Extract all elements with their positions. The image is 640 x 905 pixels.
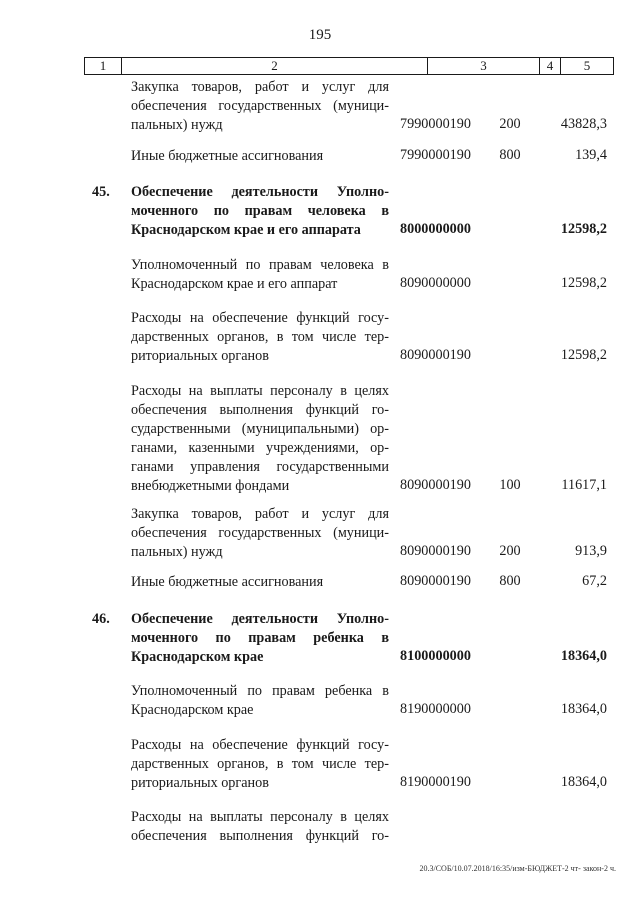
row-description: Уполномоченный по правам человека в Краснодарском крае и его аппарат [131,257,389,292]
row-amount: 139,4 [575,147,607,163]
row-code: 8090000190 [400,543,471,559]
header-col-1: 1 [99,58,107,73]
row-code: 8100000000 [400,648,471,664]
row-description: Расходы на выплаты персоналу в целях обеспечения выполнения функций го- сударственными (муниципальными) ор- ганами, казенными учреждениями, ор- ганами управления государственными внебюджетными фондами [131,383,389,494]
table-header [84,57,614,75]
row-expense-type: 800 [499,573,521,589]
row-code: 8190000190 [400,774,471,790]
row-description: Обеспечение деятельности Уполно- моченного по правам ребенка в Краснодарском крае [131,611,389,665]
section-number: 46. [92,611,110,627]
row-amount: 12598,2 [560,275,607,291]
row-description: Уполномоченный по правам ребенка в Краснодарском крае [131,683,389,718]
row-code: 7990000190 [400,147,471,163]
header-col-2: 2 [271,58,278,73]
row-expense-type: 200 [499,116,521,132]
row-description: Расходы на обеспечение функций госу- дарственных органов, в том числе тер- риториальных органов [131,310,389,364]
row-amount: 12598,2 [560,221,607,237]
row-code: 8090000000 [400,275,471,291]
row-expense-type: 200 [499,543,521,559]
row-amount: 12598,2 [560,347,607,363]
row-description: Закупка товаров, работ и услуг для обеспечения государственных (муници- пальных) нужд [131,506,389,560]
row-expense-type: 100 [499,477,521,493]
row-description: Иные бюджетные ассигнования [131,148,324,164]
row-description: Расходы на обеспечение функций госу- дарственных органов, в том числе тер- риториальных органов [131,737,389,791]
document-footer: 20.3/СОБ/10.07.2018/16:35/изм-БЮДЖЕТ-2 чт- закон-2 ч. [419,864,616,873]
row-code: 7990000190 [400,116,471,132]
row-description: Закупка товаров, работ и услуг для обеспечения государственных (муници- пальных) нужд [131,79,389,133]
row-code: 8090000190 [400,477,471,493]
row-amount: 18364,0 [560,648,607,664]
header-col-5: 5 [583,58,591,73]
row-amount: 67,2 [582,573,607,589]
section-number: 45. [92,184,110,200]
row-description: Иные бюджетные ассигнования [131,574,324,590]
row-code: 8190000000 [400,701,471,717]
row-code: 8090000190 [400,347,471,363]
row-code: 8000000000 [400,221,471,237]
row-description: Обеспечение деятельности Уполно- моченного по правам человека в Краснодарском крае и его аппарата [131,184,389,238]
row-amount: 913,9 [575,543,607,559]
row-description: Расходы на выплаты персоналу в целях обеспечения выполнения функций го- [131,809,389,844]
row-code: 8090000190 [400,573,471,589]
header-col-4: 4 [546,58,554,73]
row-amount: 43828,3 [560,116,607,132]
row-amount: 18364,0 [560,701,607,717]
row-amount: 18364,0 [560,774,607,790]
row-expense-type: 800 [499,147,521,163]
header-col-3: 3 [480,58,487,73]
row-amount: 11617,1 [561,477,607,493]
page-number: 195 [308,27,332,43]
